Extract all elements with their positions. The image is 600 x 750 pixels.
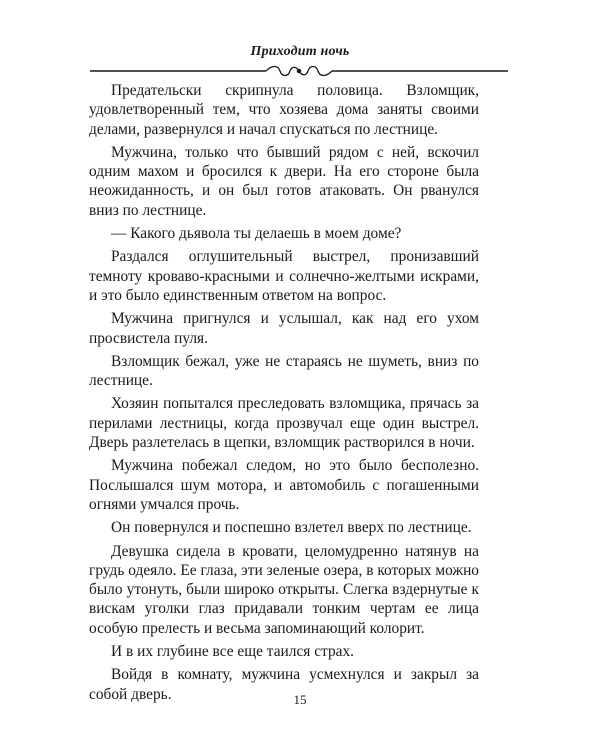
paragraph: Хозяин попытался преследовать взломщика, прячась за перилами лестницы, когда прозвучал еще один выстрел. Дверь разлетелась в щепки, взломщик растворился в ночи.: [89, 395, 479, 452]
header-ornamental-rule: [90, 63, 508, 79]
paragraph: Он повернулся и поспешно взлетел вверх по лестнице.: [111, 519, 472, 537]
paragraph: Мужчина, только что бывший рядом с ней, вскочил одним махом и бросился к двери. На его стороне была неожиданность, и он был готов атаковать. Он рванулся вниз по лестнице.: [89, 143, 479, 219]
running-title: Приходит ночь: [250, 44, 350, 59]
page-number: 15: [293, 692, 307, 707]
paragraph: Девушка сидела в кровати, целомудренно натянув на грудь одеяло. Ее глаза, эти зеленые озера, в которых можно было утонуть, были широко открыты. Слегка вздернутые к вискам уголки глаз придавали тонким чертам ее лица особую прелесть и весьма запоминающий колорит.: [89, 542, 479, 637]
ornament-flourish-icon: [266, 67, 332, 76]
paragraph: Раздался оглушительный выстрел, пронизавший темноту кроваво-красными и солнечно-желтыми искрами, и это было единственным ответом на вопрос.: [89, 248, 479, 304]
paragraph: Мужчина побежал следом, но это было бесполезно. Послышался шум мотора, и автомобиль с погашенными огнями умчался прочь.: [89, 457, 479, 513]
paragraph: И в их глубине все еще таился страх.: [111, 643, 355, 661]
body-text: [89, 81, 479, 708]
paragraph: Предательски скрипнула половица. Взломщик, удовлетворенный тем, что хозяева дома заняты своими делами, развернулся и начал спускаться по лестнице.: [89, 82, 479, 138]
dialogue-line: — Какого дьявола ты делаешь в моем доме?: [111, 225, 402, 243]
paragraph: Войдя в комнату, мужчина усмехнулся и закрыл за собой дверь.: [89, 666, 479, 703]
paragraph: Взломщик бежал, уже не стараясь не шуметь, вниз по лестнице.: [89, 352, 479, 390]
paragraph: Мужчина пригнулся и услышал, как над его ухом просвистела пуля.: [89, 310, 479, 347]
